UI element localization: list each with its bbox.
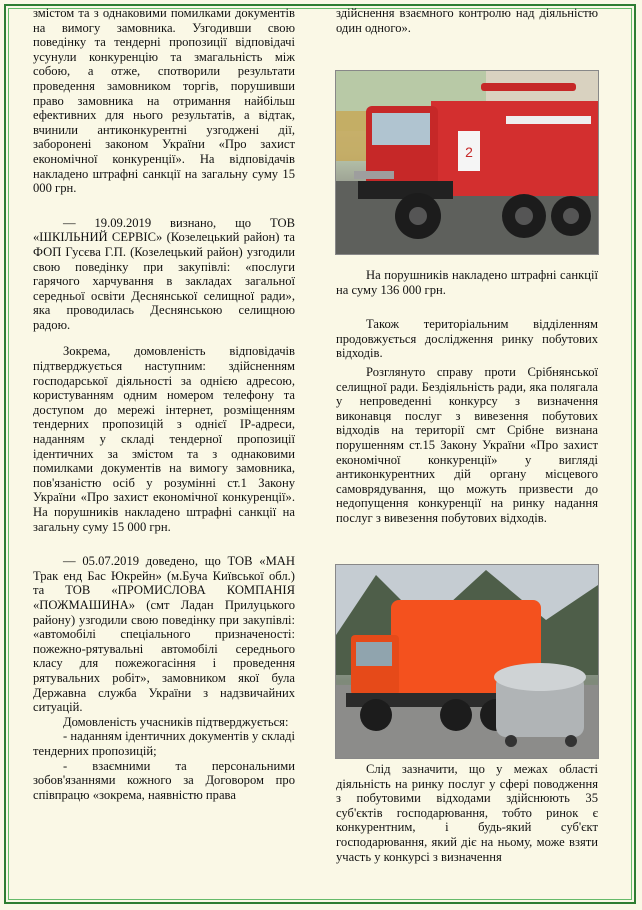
right-column-top <box>336 6 598 35</box>
left-paragraph-7: - взаємними та персональними зобов'язаннями кожного за Договором про співпрацю «зокрема, наявністю права <box>33 758 295 802</box>
left-paragraph-3: Зокрема, домовленість відповідачів підтверджується наступним: здійсненням господарської діяльності за однією адресою, користуванням одним номером телефону та доступом до мережі інтернет, розміщенням тендерних пропозицій з однієї ІР-адреси, наданням у складі тендерної пропозиції ідентичних за змістом та з однаковими помилками документів на вимогу замовника, пов'язаністю осіб у розумінні ст.1 Закону України «Про захист економічної конкуренції». На порушників накладено штрафні санкції на загальну суму 15 000 грн. <box>33 344 295 534</box>
left-paragraph-5: Домовленість учасників підтверджується: <box>63 714 289 729</box>
fire-truck-photo <box>335 70 599 255</box>
left-paragraph-1: змістом та з однаковими помилками документів на вимогу замовника. Узгодивши свою поведінку та тендерні пропозиції відповідачі усунули конкуренцію та змагальність між собою, а отже, спотворили результати проведення замовником торгів, порушивши право замовника на отримання найбільш ефективних для нього результатів, а відтак, вчинили антиконкурентні узгоджені дії, заборонені законом України «Про захист економічної конкуренції». На відповідачів накладено штрафні санкції на загальну суму 15 000 грн. <box>33 6 295 196</box>
right-column-middle <box>336 268 598 526</box>
left-column <box>33 6 295 802</box>
left-paragraph-6: - наданням ідентичних документів у складі тендерних пропозицій; <box>33 729 295 758</box>
right-column-bottom <box>336 762 598 864</box>
right-paragraph-2: На порушників накладено штрафні санкції на суму 136 000 грн. <box>336 268 598 297</box>
right-paragraph-3: Також територіальним відділенням продовжується дослідження ринку побутових відходів. <box>336 317 598 361</box>
right-paragraph-5: Слід зазначити, що у межах області діяльність на ринку послуг у сфері поводження з побутовими відходами здійснюють 35 суб'єктів господарювання, тобто ринок є конкурентним, і будь-який суб'єкт господарювання, який діє на ньому, може взяти участь у конкурсі з визначення <box>336 762 598 864</box>
truck-number: 2 <box>465 144 473 160</box>
right-paragraph-4: Розглянуто справу проти Срібнянської селищної ради. Бездіяльність ради, яка полягала у непроведенні конкурсу з визначення виконавця послуг з вивезення побутових відходів на території смт Срібне визнана порушенням ст.15 Закону України «Про захист економічної конкуренції» у вигляді антиконкурентних дій органу місцевого самоврядування, що можуть призвести до недопущення конкуренції на ринку надання послуг з вивезення побутових відходів. <box>336 364 598 525</box>
left-paragraph-4: — 05.07.2019 доведено, що ТОВ «МАН Трак енд Бас Юкрейн» (м.Буча Київської обл.) та ТОВ «ПРОМИСЛОВА КОМПАНІЯ «ПОЖМАШИНА» (смт Ладан Прилуцького району) узгодили свою поведінку при закупівлі: «автомобілі спеціального призначеності: пожежно-рятувальні автомобілі середнього класу для пожежогасіння і проведення рятувальних робіт», замовником якої була Державна служба України з надзвичайних ситуацій. <box>33 554 295 715</box>
left-paragraph-2: — 19.09.2019 визнано, що ТОВ «ШКІЛЬНИЙ СЕРВІС» (Козелецький район) та ФОП Гусєва Г.П. (Козелецький район) узгодили свою поведінку при закупівлі: «послуги гарячого харчування в закладах загальної середньої освіти Деснянської селищної ради», яка проводилась Деснянською селищною радою. <box>33 215 295 332</box>
right-paragraph-1: здійснення взаємного контролю над діяльністю один одного». <box>336 6 598 35</box>
garbage-truck-photo <box>335 564 599 759</box>
